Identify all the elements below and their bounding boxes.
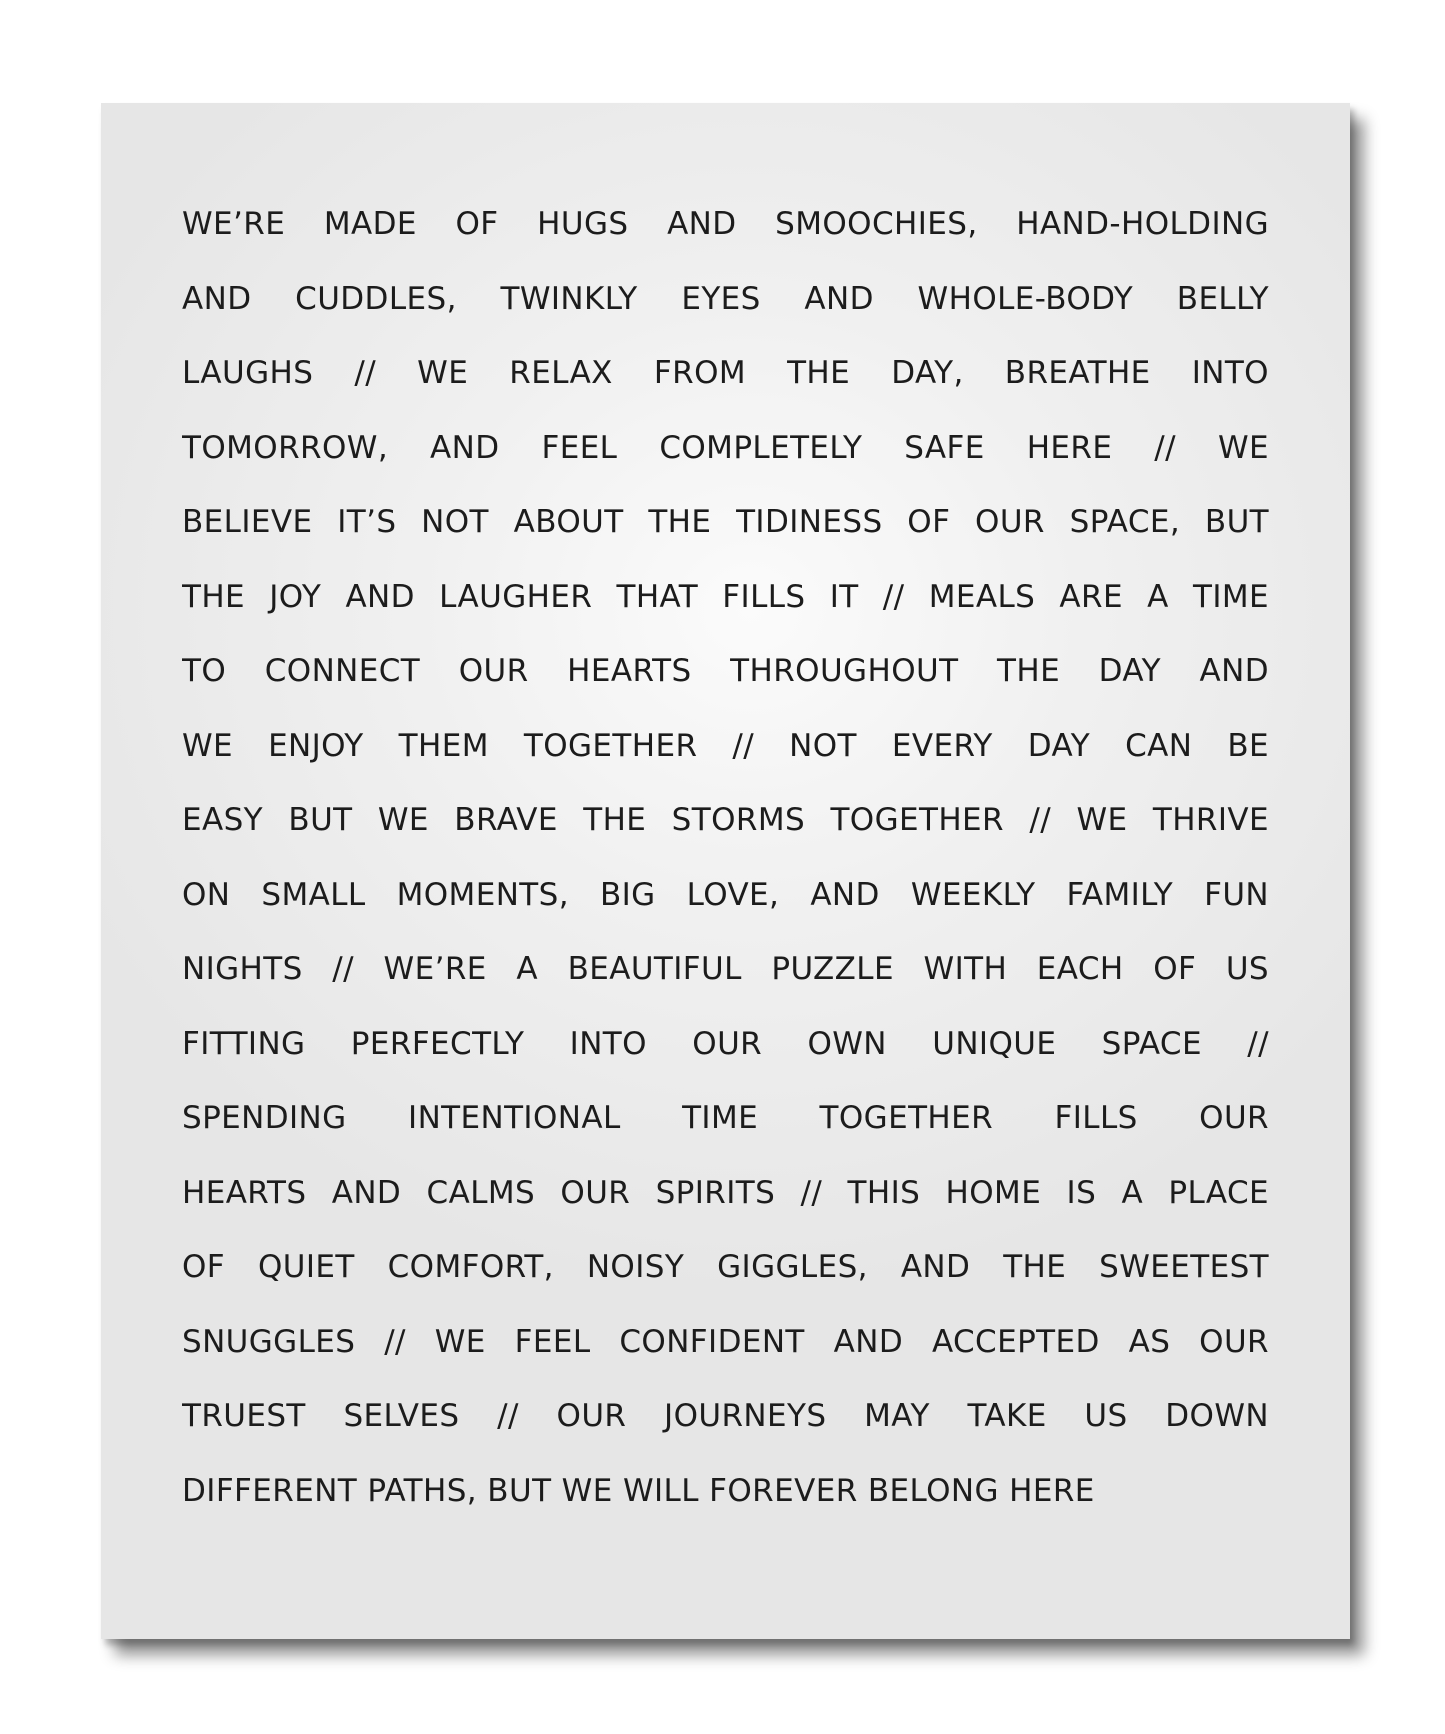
manifesto-line: DIFFERENT PATHS, BUT WE WILL FOREVER BELONG HERE xyxy=(182,1472,1095,1509)
manifesto-line: OF QUIET COMFORT, NOISY GIGGLES, AND THE SWEETEST xyxy=(182,1249,1269,1285)
canvas-print xyxy=(101,103,1350,1639)
manifesto-line: SPENDING INTENTIONAL TIME TOGETHER FILLS OUR xyxy=(182,1100,1269,1136)
manifesto-line: FITTING PERFECTLY INTO OUR OWN UNIQUE SPACE // xyxy=(182,1025,1269,1062)
manifesto-line: WE’RE MADE OF HUGS AND SMOOCHIES, HAND-HOLDING xyxy=(182,206,1269,242)
manifesto-line: TRUEST SELVES // OUR JOURNEYS MAY TAKE US DOWN xyxy=(182,1398,1269,1434)
manifesto-line: TO CONNECT OUR HEARTS THROUGHOUT THE DAY AND xyxy=(182,653,1269,689)
manifesto-line: TOMORROW, AND FEEL COMPLETELY SAFE HERE // WE xyxy=(182,429,1269,466)
manifesto-line: LAUGHS // WE RELAX FROM THE DAY, BREATHE INTO xyxy=(182,355,1269,391)
manifesto-line: ON SMALL MOMENTS, BIG LOVE, AND WEEKLY FAMILY FUN xyxy=(182,876,1269,913)
manifesto-line: EASY BUT WE BRAVE THE STORMS TOGETHER // WE THRIVE xyxy=(182,802,1269,838)
manifesto-line: HEARTS AND CALMS OUR SPIRITS // THIS HOME IS A PLACE xyxy=(182,1174,1269,1211)
manifesto-line: THE JOY AND LAUGHER THAT FILLS IT // MEALS ARE A TIME xyxy=(182,578,1269,615)
manifesto-line: WE ENJOY THEM TOGETHER // NOT EVERY DAY CAN BE xyxy=(182,727,1269,764)
manifesto-line: NIGHTS // WE’RE A BEAUTIFUL PUZZLE WITH EACH OF US xyxy=(182,951,1269,987)
manifesto-line: SNUGGLES // WE FEEL CONFIDENT AND ACCEPTED AS OUR xyxy=(182,1323,1269,1360)
manifesto-text xyxy=(182,187,1269,1528)
manifesto-line: BELIEVE IT’S NOT ABOUT THE TIDINESS OF OUR SPACE, BUT xyxy=(182,504,1269,540)
manifesto-line: AND CUDDLES, TWINKLY EYES AND WHOLE-BODY BELLY xyxy=(182,280,1269,317)
